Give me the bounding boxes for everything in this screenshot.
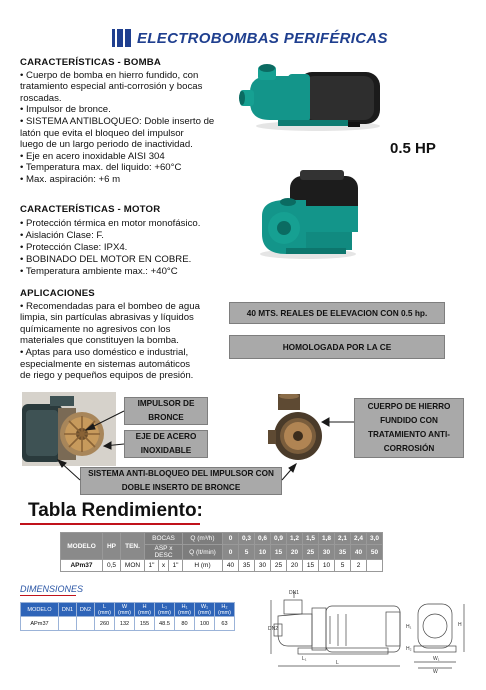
elevacion-badge: 40 MTS. REALES DE ELEVACION CON 0.5 hp.	[229, 302, 445, 324]
table-cell: 260	[95, 617, 115, 631]
table-cell: H₁ (mm)	[175, 603, 195, 617]
table-cell: 5	[335, 560, 351, 572]
table-cell: 35	[239, 560, 255, 572]
pump-side-image	[238, 62, 386, 132]
bomba-line: roscadas.	[20, 92, 62, 104]
motor-line: • Protección térmica en motor monofásico.	[20, 217, 201, 229]
motor-section	[20, 204, 200, 279]
table-cell: 1"	[169, 560, 183, 572]
bomba-line: • Cuerpo de bomba en hierro fundido, con	[20, 69, 199, 81]
bomba-line: luego de un largo periodo de inactividad.	[20, 139, 193, 151]
table-cell: 35	[335, 545, 351, 560]
table-cell: 48.5	[155, 617, 175, 631]
h2-label: H₂	[406, 646, 412, 652]
asp-desc-header: ASP x DESC	[145, 545, 183, 560]
h-header: H (m)	[183, 560, 223, 572]
table-cell: 10	[319, 560, 335, 572]
dimensiones-underline	[20, 595, 76, 596]
table-cell: 0,9	[271, 533, 287, 545]
w-label: W	[433, 669, 438, 674]
bomba-line: • Eje en acero inoxidable AISI 304	[20, 150, 165, 162]
table-cell: 40	[351, 545, 367, 560]
homologada-badge: HOMOLOGADA POR LA CE	[229, 335, 445, 359]
l-label: L	[336, 660, 339, 666]
q-m3h-header: Q (m³/h)	[183, 533, 223, 545]
callout-line: CORROSIÓN	[383, 444, 435, 453]
table-cell: DN2	[77, 603, 95, 617]
table-row	[21, 617, 235, 631]
aplicaciones-line: • Aptas para uso doméstico e industrial,	[20, 346, 189, 358]
table-cell: 15	[271, 545, 287, 560]
callout-line: BRONCE	[148, 413, 184, 422]
aplicaciones-line: materiales que constituyen la bomba.	[20, 335, 179, 347]
table-cell: x	[159, 560, 169, 572]
table-cell: 80	[175, 617, 195, 631]
table-cell	[59, 617, 77, 631]
bomba-line: latón que evita el bloqueo del impulsor	[20, 127, 184, 139]
table-cell: MODELO	[21, 603, 59, 617]
table-cell: 0,5	[103, 560, 121, 572]
aplicaciones-section	[20, 288, 200, 382]
pump-front-image	[256, 170, 366, 260]
table-cell: 1,2	[287, 533, 303, 545]
table-cell	[77, 617, 95, 631]
table-cell: 40	[223, 560, 239, 572]
bomba-heading: CARACTERÍSTICAS - BOMBA	[20, 57, 162, 68]
table-cell: DN1	[59, 603, 77, 617]
table-cell: L (mm)	[95, 603, 115, 617]
table-cell: 1"	[145, 560, 159, 572]
table-cell	[367, 560, 383, 572]
table-cell: 63	[215, 617, 235, 631]
q-lmin-header: Q (lt/min)	[183, 545, 223, 560]
table-cell: 1,5	[303, 533, 319, 545]
power-label: 0.5 HP	[390, 140, 436, 157]
bomba-line: tratamiento especial anti-corrosión y bocas	[20, 81, 203, 93]
table-cell: L₁ (mm)	[155, 603, 175, 617]
table-cell: 0,3	[239, 533, 255, 545]
table-cell: 2	[351, 560, 367, 572]
table-cell: H (mm)	[135, 603, 155, 617]
motor-line: • Protección Clase: IPX4.	[20, 242, 128, 253]
table-cell: 25	[303, 545, 319, 560]
motor-line: • BOBINADO DEL MOTOR EN COBRE.	[20, 254, 192, 266]
table-row	[61, 560, 383, 572]
table-cell: 3,0	[367, 533, 383, 545]
aplicaciones-line: especialmente en sistemas automáticos	[20, 358, 191, 370]
table-cell: 100	[195, 617, 215, 631]
table-cell: MON	[121, 560, 145, 572]
dimensiones-title: DIMENSIONES	[20, 584, 84, 594]
callout-line: FUNDIDO CON	[380, 416, 438, 425]
page-title: ELECTROBOMBAS PERIFÉRICAS	[137, 29, 388, 47]
page-header	[112, 27, 388, 49]
header-bars-icon	[112, 29, 131, 47]
table-cell: 0	[223, 533, 239, 545]
table-cell: 132	[115, 617, 135, 631]
bomba-section	[20, 57, 214, 186]
bomba-line: • Impulsor de bronce.	[20, 104, 111, 116]
table-row	[61, 533, 383, 545]
table-cell: 25	[271, 560, 287, 572]
h-label: H	[458, 622, 462, 628]
callout-line: IMPULSOR DE	[137, 399, 195, 408]
table-cell: 30	[255, 560, 271, 572]
callout-line: CUERPO DE HIERRO	[367, 402, 451, 411]
table-cell: 20	[287, 560, 303, 572]
modelo-header: MODELO	[61, 533, 103, 560]
rendimiento-table	[60, 532, 383, 572]
table-cell: 50	[367, 545, 383, 560]
table-cell: 5	[239, 545, 255, 560]
tabla-underline	[20, 523, 200, 525]
aplicaciones-line: • Recomendadas para el bombeo de agua	[20, 300, 200, 312]
l1-label: L₁	[302, 656, 307, 662]
table-cell: 2,4	[351, 533, 367, 545]
motor-heading: CARACTERÍSTICAS - MOTOR	[20, 204, 161, 215]
motor-line: • Temperatura ambiente max.: +40°C	[20, 266, 178, 278]
callout-line: SISTEMA ANTI-BLOQUEO DEL IMPULSOR CON	[88, 469, 274, 478]
tabla-title: Tabla Rendimiento:	[28, 500, 203, 521]
callout-line: INOXIDABLE	[140, 446, 192, 455]
bomba-line: • SISTEMA ANTIBLOQUEO: Doble inserto de	[20, 115, 215, 127]
dn1-label: DN1	[289, 590, 300, 596]
table-cell: 20	[287, 545, 303, 560]
table-cell: 0,6	[255, 533, 271, 545]
table-cell: H₂ (mm)	[215, 603, 235, 617]
motor-line: • Aislación Clase: F.	[20, 229, 104, 241]
aplicaciones-line: de riego y pequeños equipos de presión.	[20, 370, 194, 382]
table-row	[21, 603, 235, 617]
table-cell: APm37	[21, 617, 59, 631]
aplicaciones-heading: APLICACIONES	[20, 288, 95, 299]
callout-line: DOBLE INSERTO DE BRONCE	[121, 483, 241, 492]
bomba-line: • Max. aspiración: +6 m	[20, 173, 121, 185]
aplicaciones-line: químicamente no agresivos con los	[20, 323, 171, 335]
dn2-label: DN2	[268, 626, 279, 632]
bomba-line: • Temperatura max. del liquido: +60°C	[20, 162, 182, 174]
aplicaciones-line: limpia, sin partículas abrasivas y líquidos	[20, 312, 194, 324]
table-cell: APm37	[61, 560, 103, 572]
table-cell: 1,8	[319, 533, 335, 545]
bocas-header: BOCAS	[145, 533, 183, 545]
table-cell: 0	[223, 545, 239, 560]
callout-arrows	[0, 380, 486, 500]
callout-line: TRATAMIENTO ANTI-	[367, 430, 450, 439]
table-cell: W₁ (mm)	[195, 603, 215, 617]
table-cell: 30	[319, 545, 335, 560]
dimensiones-table	[20, 602, 235, 631]
w1-label: W₁	[433, 656, 440, 662]
table-cell: 15	[303, 560, 319, 572]
h1-label: H₁	[406, 624, 412, 630]
callout-line: EJE DE ACERO	[135, 432, 197, 441]
table-cell: W (mm)	[115, 603, 135, 617]
table-cell: 2,1	[335, 533, 351, 545]
ten-header: TEN.	[121, 533, 145, 560]
hp-header: HP	[103, 533, 121, 560]
table-cell: 10	[255, 545, 271, 560]
table-cell: 155	[135, 617, 155, 631]
technical-drawing	[268, 586, 468, 674]
